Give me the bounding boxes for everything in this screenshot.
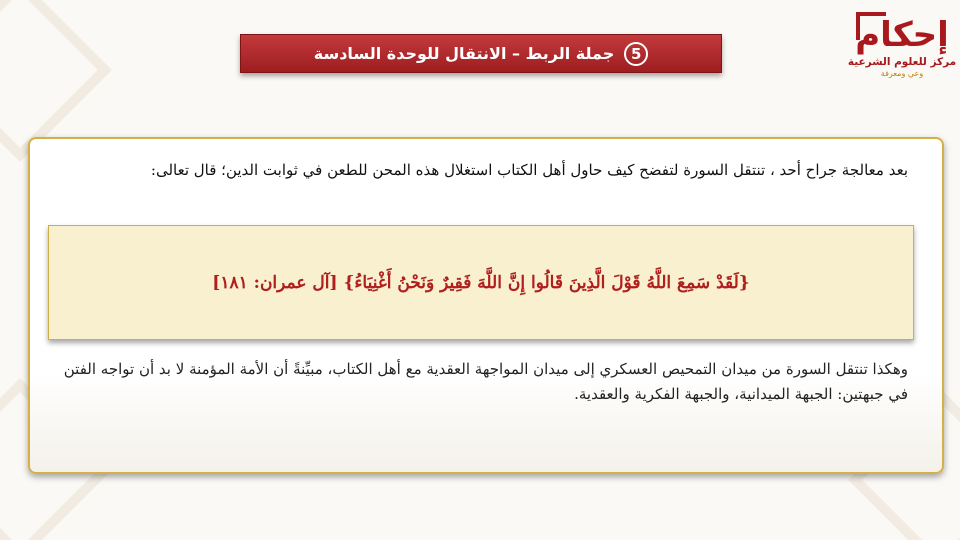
verse-box (48, 225, 914, 340)
logo-deco-icon (856, 12, 886, 40)
intro-paragraph: بعد معالجة جراح أحد ، تنتقل السورة لتفضح كيف حاول أهل الكتاب استغلال هذه المحن للطعن في ثوابت الدين؛ قال تعالى: (150, 161, 908, 179)
verse-text: {لَقَدْ سَمِعَ اللَّهُ قَوْلَ الَّذِينَ قَالُوا إِنَّ اللَّهَ فَقِيرٌ وَنَحْنُ أَغْنِيَاءُ} [آل عمران: ١٨١] (212, 272, 750, 293)
logo-subtagline: وعي ومعرفة (880, 69, 924, 78)
logo (846, 4, 958, 94)
logo-tagline: مركز للعلوم الشرعية (847, 56, 957, 68)
section-title: جملة الربط – الانتقال للوحدة السادسة (313, 44, 615, 63)
content-panel (28, 137, 944, 474)
section-header (240, 34, 722, 73)
logo-wordmark: إحكام (855, 15, 949, 55)
section-number-badge: 5 (624, 42, 648, 66)
conclusion-paragraph: وهكذا تنتقل السورة من ميدان التمحيص العسكري إلى ميدان المواجهة العقدية مع أهل الكتاب، مبيِّنةً أن الأمة المؤمنة لا بد أن تواجه الفتن في جبهتين: الجبهة الميدانية، والجبهة الفكرية والعقدية. (63, 360, 908, 403)
